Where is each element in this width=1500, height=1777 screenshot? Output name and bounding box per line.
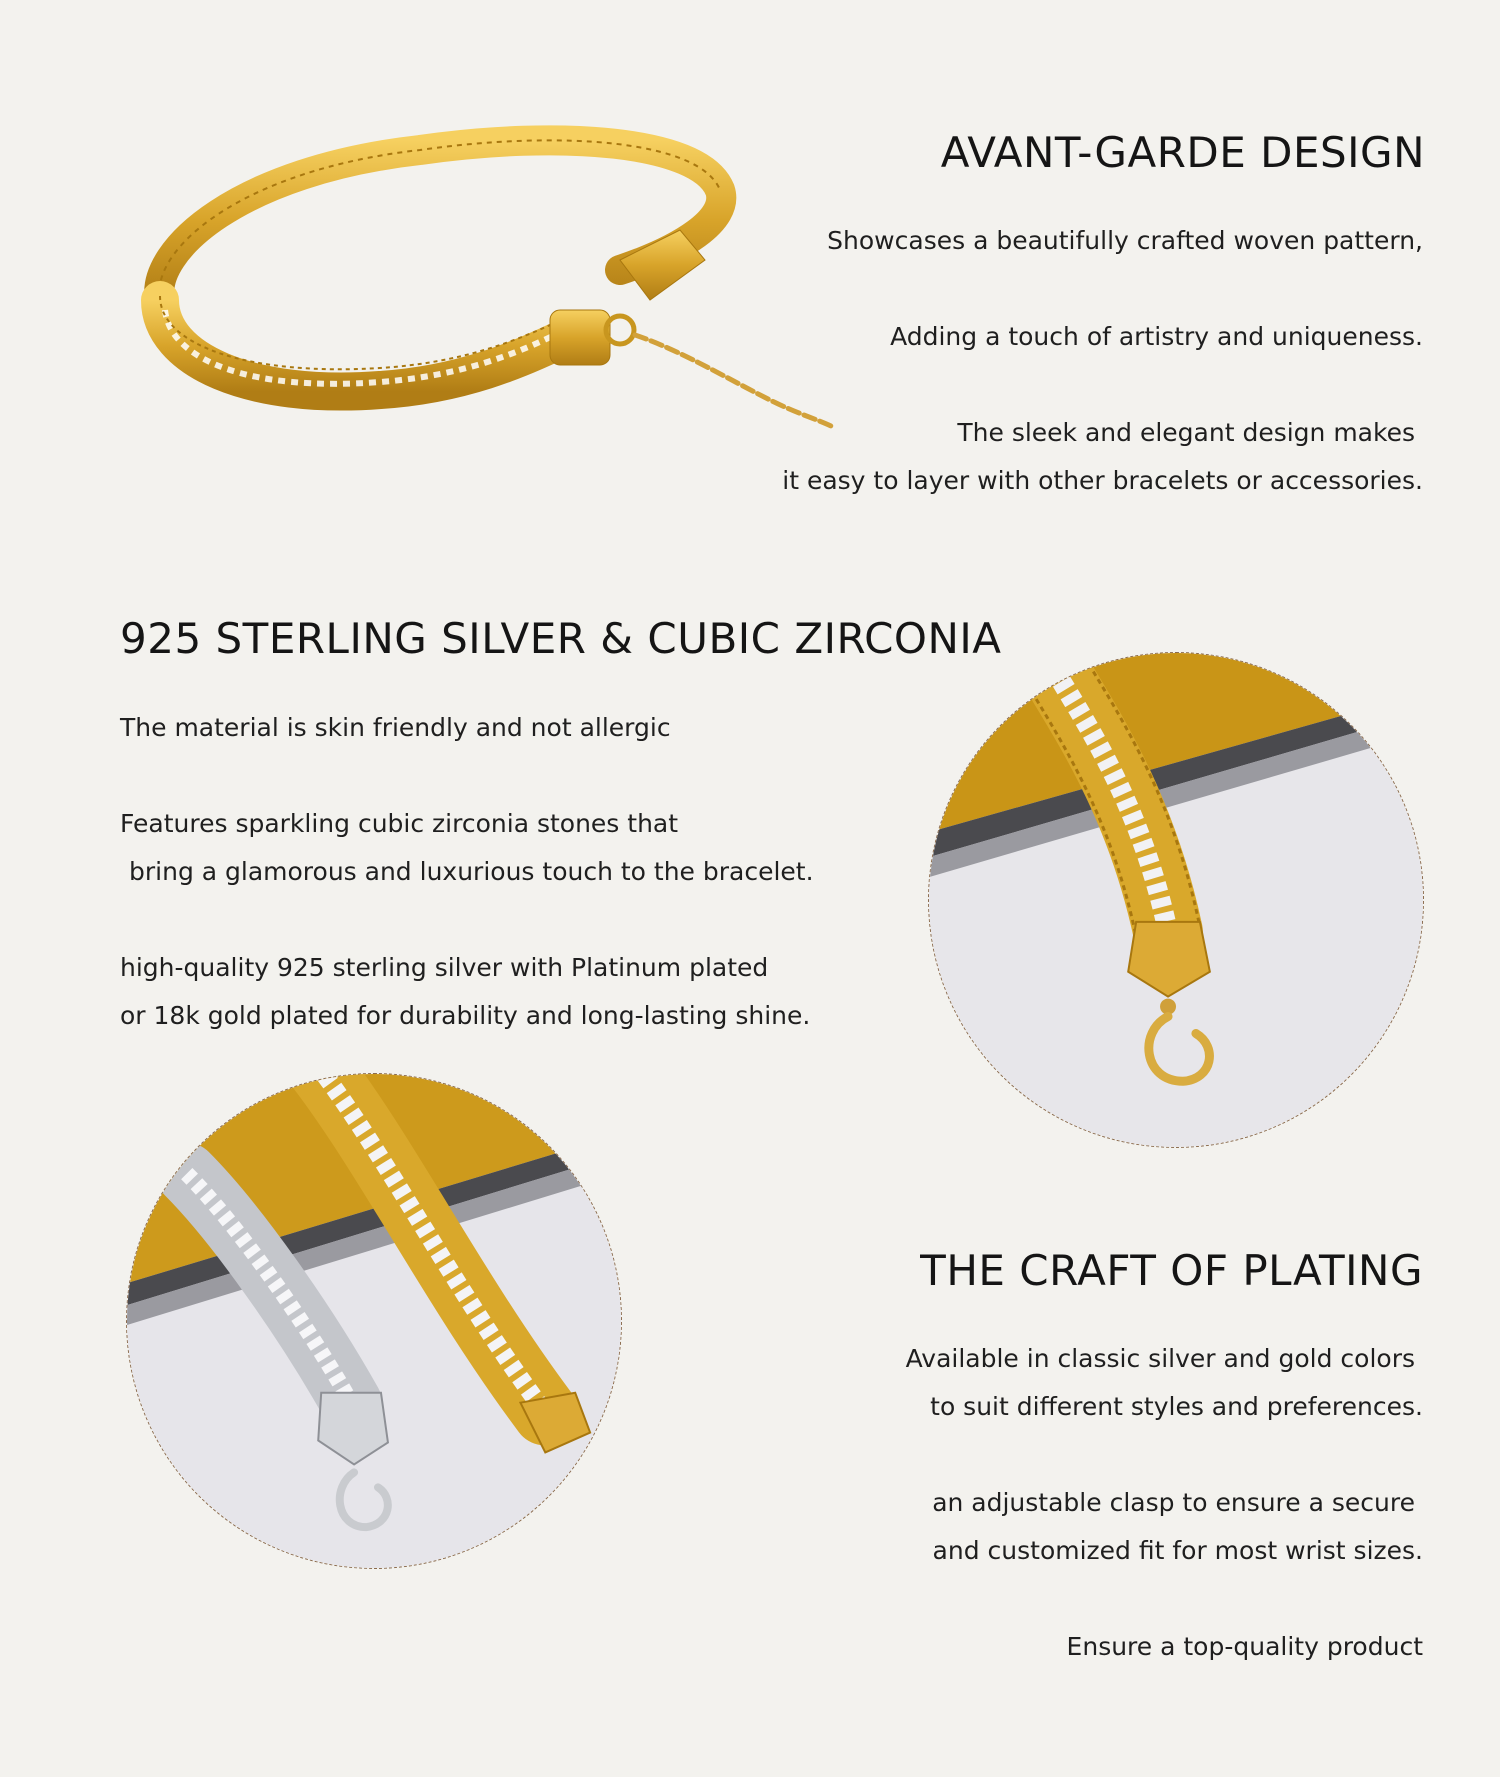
section-title-plating: THE CRAFT OF PLATING [920, 1246, 1423, 1295]
text-line: The sleek and elegant design makes [957, 418, 1415, 447]
spacer [120, 752, 920, 800]
text-line: Ensure a top-quality product [1066, 1632, 1423, 1661]
spacer [663, 1575, 1423, 1623]
text-line: Features sparkling cubic zirconia stones that [120, 809, 679, 838]
section-text-plating [663, 1335, 1423, 1671]
gold-bracelet-icon [120, 110, 840, 450]
text-line: high-quality 925 sterling silver with Platinum plated [120, 953, 769, 982]
silver-and-gold-bracelets-photo [126, 1073, 622, 1569]
section-title-sterling-silver: 925 STERLING SILVER & CUBIC ZIRCONIA [120, 614, 1002, 663]
text-line: it easy to layer with other bracelets or accessories. [782, 466, 1423, 495]
gold-bracelet-closeup-icon [929, 653, 1423, 1147]
text-line: Adding a touch of artistry and uniqueness. [890, 322, 1423, 351]
text-line: The material is skin friendly and not allergic [120, 713, 671, 742]
spacer [663, 1431, 1423, 1479]
spacer [120, 896, 920, 944]
silver-and-gold-bracelets-icon [127, 1074, 621, 1568]
gold-bracelet-closeup-photo [928, 652, 1424, 1148]
text-line: and customized fit for most wrist sizes. [932, 1536, 1423, 1565]
text-line: Showcases a beautifully crafted woven pattern, [827, 226, 1423, 255]
section-title-avant-garde: AVANT-GARDE DESIGN [940, 128, 1425, 177]
text-line: an adjustable clasp to ensure a secure [932, 1488, 1415, 1517]
text-line: Available in classic silver and gold colors [905, 1344, 1415, 1373]
text-line: or 18k gold plated for durability and long-lasting shine. [120, 1001, 811, 1030]
section-text-sterling-silver [120, 704, 920, 1040]
text-line: to suit different styles and preferences. [930, 1392, 1423, 1421]
text-line: bring a glamorous and luxurious touch to the bracelet. [129, 857, 814, 886]
